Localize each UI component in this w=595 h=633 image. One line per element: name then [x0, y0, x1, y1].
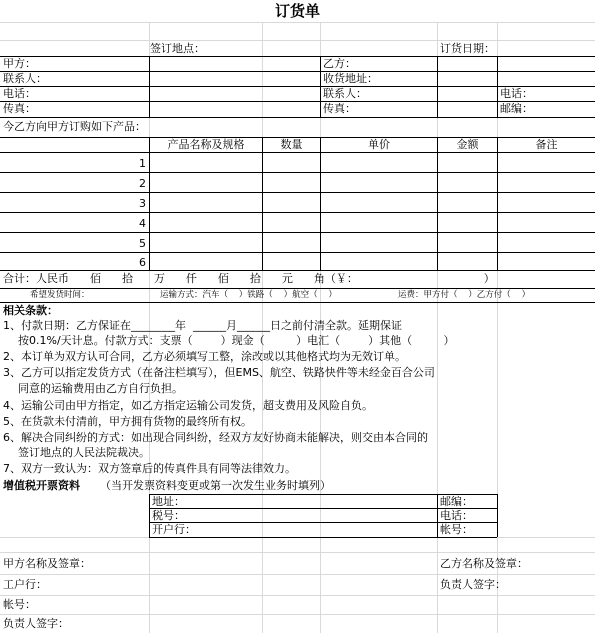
- party-b-person-label: 负责人签字：: [440, 578, 506, 591]
- form-border: [497, 56, 498, 117]
- invoice-tax-no-label: 税号：: [152, 509, 185, 522]
- table-border: [149, 137, 150, 270]
- form-border: [437, 56, 438, 117]
- table-border: [0, 270, 595, 271]
- party-b-label: 乙方：: [323, 57, 356, 70]
- term-line: 5、在货款未付清前，甲方拥有货物的最终所有权。: [3, 415, 252, 428]
- total-border: [0, 288, 595, 289]
- table-row-number: 2: [139, 177, 146, 190]
- order-date-label: 订货日期：: [440, 42, 495, 55]
- party-a-person-label: 负责人签字：: [3, 617, 69, 630]
- col-header-unit-price: 单价: [368, 138, 390, 151]
- gridline: [0, 614, 595, 615]
- form-border: [0, 117, 595, 118]
- delivery-address-label: 收货地址：: [323, 72, 378, 85]
- invoice-note: （当开发票资料变更或第一次发生业务时填列）: [100, 479, 331, 492]
- term-line: 2、本订单为双方认可合同，乙方必须填写工整，涂改或以其他格式均为无效订单。: [3, 350, 406, 363]
- party-a-account-label: 帐号：: [3, 598, 36, 611]
- table-row-number: 5: [139, 237, 146, 250]
- invoice-phone-label: 电话：: [440, 509, 473, 522]
- invoice-heading: 增值税开票资料: [3, 479, 80, 492]
- invoice-bank-label: 开户行：: [152, 523, 196, 536]
- fax-b-label: 传真：: [323, 102, 356, 115]
- sign-place-label: 签订地点：: [150, 42, 205, 55]
- freight-label: 运费：甲方付（ ）乙方付（ ）: [398, 290, 531, 300]
- term-line: 按0.1%/天计息。付款方式：支票（ ）现金（ ）电汇（ ）其他（ ）: [18, 334, 455, 347]
- table-row-number: 4: [139, 217, 146, 230]
- table-border: [262, 137, 263, 270]
- phone-label: 电话：: [3, 87, 36, 100]
- fax-label: 传真：: [3, 102, 36, 115]
- term-line: 6、解决合同纠纷的方式：如出现合同纠纷，经双方友好协商未能解决，则交由本合同的: [3, 431, 428, 444]
- postcode-label: 邮编：: [500, 102, 533, 115]
- intro-text: 今乙方向甲方订购如下产品：: [3, 120, 146, 133]
- phone-b-label: 电话：: [500, 87, 533, 100]
- contact-b-label: 联系人：: [323, 87, 367, 100]
- table-border: [0, 172, 595, 173]
- total-line: 合计：人民币 佰 拾 万 仟 佰 拾 元 角（￥： ）: [3, 272, 495, 285]
- table-row-number: 1: [139, 157, 146, 170]
- gridline: [0, 595, 595, 596]
- ship-border: [0, 302, 595, 303]
- form-border: [0, 71, 595, 72]
- table-row-number: 3: [139, 197, 146, 210]
- table-row-number: 6: [139, 256, 146, 269]
- table-border: [437, 137, 438, 270]
- party-a-sign-label: 甲方名称及签章：: [3, 557, 91, 570]
- term-line: 1、付款日期：乙方保证在________年 ______月______日之前付清全款。延期保证: [3, 319, 402, 332]
- invoice-border: [149, 537, 497, 538]
- gridline: [0, 552, 595, 553]
- term-line: 3、乙方可以指定发货方式（在备注栏填写），但EMS、航空、铁路快件等未经金百合公司: [3, 366, 435, 379]
- terms-heading: 相关条款：: [3, 304, 58, 317]
- col-header-quantity: 数量: [280, 138, 303, 151]
- table-border: [0, 212, 595, 213]
- party-a-label: 甲方：: [3, 57, 36, 70]
- table-border: [0, 192, 595, 193]
- term-line: 签订地点的人民法院裁决。: [18, 446, 150, 459]
- invoice-postcode-label: 邮编：: [440, 495, 473, 508]
- table-border: [0, 152, 595, 153]
- contact-label: 联系人：: [3, 72, 47, 85]
- invoice-border: [497, 494, 498, 537]
- party-b-sign-label: 乙方名称及签章：: [440, 557, 528, 570]
- table-border: [0, 232, 595, 233]
- form-border: [149, 56, 150, 117]
- gridline: [0, 574, 595, 575]
- table-border: [320, 137, 321, 270]
- page-title: 订货单: [274, 2, 320, 20]
- invoice-account-label: 帐号：: [440, 523, 473, 536]
- table-border: [0, 252, 595, 253]
- gridline: [0, 40, 595, 41]
- col-header-remark: 备注: [535, 138, 558, 151]
- term-line: 4、运输公司由甲方指定，如乙方指定运输公司发货，超支费用及风险自负。: [3, 399, 373, 412]
- invoice-address-label: 地址：: [152, 495, 185, 508]
- gridline: [0, 22, 595, 23]
- form-border: [320, 56, 321, 117]
- col-header-product: 产品名称及规格: [167, 138, 245, 151]
- invoice-border: [437, 494, 438, 537]
- invoice-border: [149, 494, 150, 537]
- form-border: [0, 56, 595, 57]
- ship-method-label: 运输方式：汽车（ ）铁路（ ）航空（ ）: [160, 290, 337, 300]
- ship-time-label: 希望发货时间：: [30, 290, 90, 300]
- term-line: 同意的运输费用由乙方自行负担。: [18, 382, 183, 395]
- table-border: [497, 137, 498, 270]
- col-header-amount: 金额: [456, 138, 479, 151]
- term-line: 7、双方一致认为：双方签章后的传真件具有同等法律效力。: [3, 462, 296, 475]
- party-a-bank-label: 工户行：: [3, 578, 47, 591]
